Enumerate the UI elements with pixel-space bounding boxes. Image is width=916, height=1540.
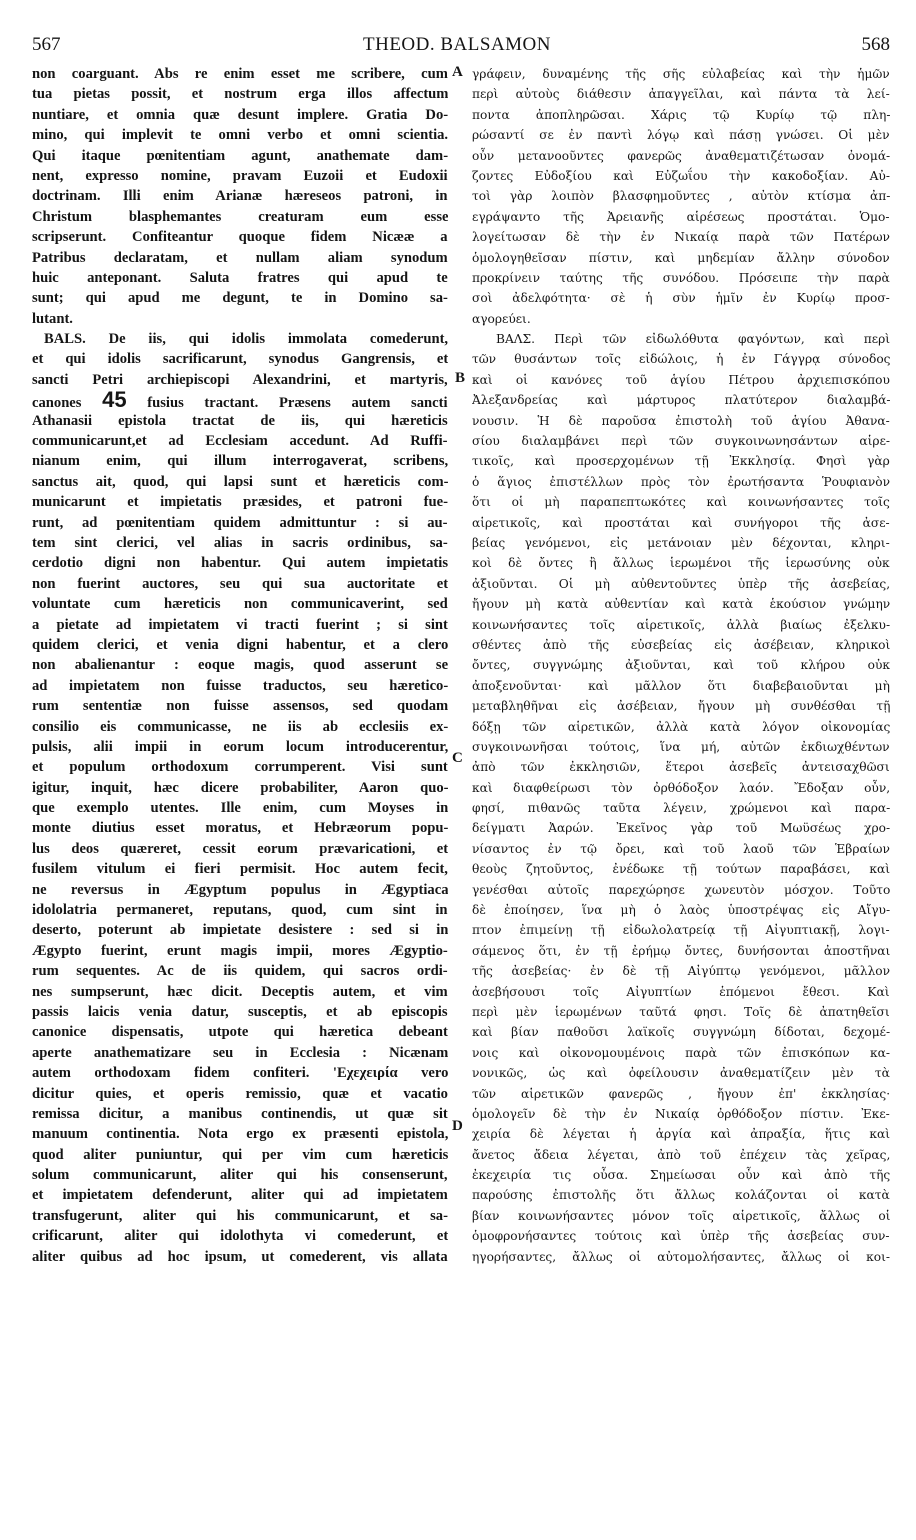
latin-text-line: ne reversus in Ægyptum populus in Ægyptiaca <box>32 881 448 898</box>
greek-text-line: βίαν κοινωνήσαντες μόνον τοῖς αἱρετικοῖς, ἄλλως οἱ <box>472 1208 890 1223</box>
latin-text-line: non coarguant. Abs re enim esset me scribere, cum <box>32 66 448 82</box>
latin-text-line: Qui itaque pœnitentiam agunt, anathemate dam- <box>32 147 448 164</box>
latin-text-line: fusilem vitulum ei fieri permisit. Hoc autem fecit, <box>32 861 448 878</box>
greek-text-line: σάμενος ὅτι, ἐν τῇ ἐρήμῳ ὄντες, δυνήσονται ἀποστῆναι <box>472 943 890 958</box>
greek-text-line: ὁ ἅγιος ἐπιστέλλων πρὸς τὸν ἐρωτήσαντα Ῥουφιανὸν <box>472 474 890 489</box>
latin-text-line: Patribus declaratam, et nullam aliam synodum <box>32 249 448 266</box>
latin-text-line: monte diutius esset moratus, et Hebræorum popu- <box>32 820 448 837</box>
latin-text-line: nent, expresso nomine, pravam Euzoii et Eudoxii <box>32 167 448 184</box>
latin-text-line: igitur, inquit, hæc dicere probabiliter, Aaron quo- <box>32 779 448 796</box>
greek-text-line: ὁμολογηθεῖσαν πίστιν, καὶ μηδεμίαν ἄλλην σύνοδον <box>472 250 890 265</box>
latin-text-line: sanctus ait, quod, qui lapsi sunt et hæreticis com- <box>32 473 448 490</box>
greek-text-line: νονικῶς, ὡς καὶ ὀφείλουσιν ἀναθεματίζειν μὲν τὰ <box>472 1066 890 1081</box>
greek-text-line: ηγορήσαντες, ἄλλως οἱ αὐτομολήσαντες, ἄλλως οἱ κοι- <box>472 1249 890 1264</box>
latin-text-line: BALS. De iis, qui idolis immolata comederunt, <box>44 331 449 348</box>
latin-text-line: sancti Petri archiepiscopi Alexandrini, et martyris, <box>32 371 448 388</box>
latin-text-line: pulsis, alii impii in eorum locum introducerentur, <box>32 738 448 755</box>
greek-text-line: δὲ ἐποίησεν, ἵνα μὴ ὁ λαὸς ὑποστρέψας εἰς Αἴγυ- <box>472 903 890 918</box>
greek-text-line: ρώσαντί σε ἐν παντὶ λόγῳ καὶ πάσῃ γνώσει. Οἱ μὲν <box>472 128 890 143</box>
latin-text-line: manuum continentia. Nota ergo ex præsenti epistola, <box>32 1126 448 1143</box>
greek-text-line: χειρία δὲ λέγεται ἡ ἀργία καὶ ἀπραξία, ἥτις καὶ <box>472 1127 890 1142</box>
latin-text-line: aliter quibus ad hoc ipsum, ut comederent, vis allata <box>32 1248 448 1265</box>
latin-text-line: crificarunt, aliter qui idolothyta vi comederunt, et <box>32 1228 448 1245</box>
latin-text-line: lus deos quæreret, cessit eorum prævaricationi, et <box>32 840 448 857</box>
canon-number: 45 <box>102 390 127 411</box>
greek-text-line: ὄντες, συγγνώμης ἀξιοῦνται, καὶ τοῦ κλήρου οὐκ <box>472 658 890 673</box>
margin-marker-c: C <box>452 750 463 766</box>
greek-text-line: μεταβληθῆναι εἰς ἀσέβειαν, ἤγουν μὴ συνθέσθαι τῇ <box>472 699 890 714</box>
latin-text-line: nes sumpserunt, hæc dicit. Deceptis autem, et vim <box>32 983 448 1000</box>
greek-text-line: περὶ αὐτοὺς διάθεσιν ἀπαγγεῖλαι, καὶ πάντα τὰ λεί- <box>472 87 890 102</box>
greek-text-line: προκρίνειν ταύτης τῆς συνόδου. Πρόσειπε τὴν παρὰ <box>472 270 890 285</box>
greek-text-line: καὶ διαφθείρωσι τὸν ὀρθόδοξον λαόν. Ἔδοξαν οὖν, <box>472 780 890 795</box>
margin-marker-d: D <box>452 1118 463 1134</box>
greek-text-line: γράφειν, δυναμένης τῆς σῆς εὐλαβείας καὶ τὴν ἡμῶν <box>472 67 890 81</box>
page-number-left: 567 <box>32 34 61 55</box>
greek-text-line: νίσαντος ἐν τῷ ὄρει, καὶ τοῦ λαοῦ τῶν Ἑβραίων <box>472 841 890 856</box>
greek-text-line: συγκοινωνῆσαι τούτοις, ἵνα μή, αὐτῶν ἐκδιωχθέντων <box>472 739 890 754</box>
greek-text-line: βείας γενόμενοι, εἰς μετάνοιαν μὲν δέχονται, κληρι- <box>472 535 890 550</box>
latin-text-line: et impietatem defenderunt, aliter qui ad impietatem <box>32 1187 448 1204</box>
greek-text-line: καὶ βίαν παθοῦσι λαϊκοῖς συγγνώμη δίδοται, δεχομέ- <box>472 1025 890 1040</box>
latin-text-line: idololatria permaneret, reputans, quod, cum sint in <box>32 902 448 919</box>
greek-text-line: ἀπὸ τῶν ἐκκλησιῶν, ἕτεροι ἀσεβεῖς ἀντεισαχθῶσι <box>472 760 890 775</box>
latin-text-line: Christum blasphemantes creaturam eum esse <box>32 208 448 225</box>
latin-text-line: nuntiare, et omnia quæ desunt implere. Gratia Do- <box>32 106 448 123</box>
greek-text-line: περὶ μὲν ἱερωμένων ταῦτά φησι. Τοῖς δὲ ἀπατηθεῖσι <box>472 1004 890 1019</box>
greek-text-line: κοινωνήσαντες τοῖς αἱρετικοῖς, ἀλλὰ βιαίως ἐξελκυ- <box>472 617 890 632</box>
latin-text-line: ad impietatem non fuisse traductos, seu hæretico- <box>32 677 448 694</box>
latin-text-line: consilio eis communicasse, ne iis ab ecclesiis ex- <box>32 718 448 735</box>
greek-text-line: ὁμολογεῖν δὲ τὴν ἐν Νικαίᾳ ὀρθόδοξον πίστιν. Ἐκε- <box>472 1106 890 1121</box>
greek-text-line: δείγματι Ἀαρών. Ἐκεῖνος γὰρ τοῦ Μωϋσέως χρο- <box>472 821 890 836</box>
latin-text-line: tem sint clerici, vel alias in sacris ordinibus, sa- <box>32 534 448 551</box>
latin-text-line: deserto, poterunt ab impietate desistere : sed si in <box>32 922 448 939</box>
latin-column <box>32 64 448 1267</box>
latin-text-line: lutant. <box>32 310 73 327</box>
margin-marker-a: A <box>452 64 463 80</box>
greek-text-line: ὁμοφρονήσαντες τούτοις καὶ ὑπὲρ τῆς ἀσεβείας συν- <box>472 1229 890 1244</box>
latin-text-fragment: fusius tractant. Præsens autem sancti <box>126 395 448 411</box>
greek-text-line: καὶ οἱ κανόνες τοῦ ἁγίου Πέτρου ἀρχιεπισκόπου <box>472 372 890 387</box>
greek-text-line: φησί, πιθανῶς ταῦτα λέγειν, χρώμενοι καὶ παρα- <box>472 801 890 816</box>
greek-text-line: τοὶ γὰρ λοιπὸν βλασφημοῦντες , αὐτὸν κτίσμα ἀπ- <box>472 189 890 204</box>
greek-text-line: αἱρετικοῖς, καὶ προστάται καὶ συνήγοροι τῆς ἀσε- <box>472 515 890 530</box>
greek-text-line: τῆς ἀσεβείας· ἐν δὲ τῇ Αἰγύπτῳ γενόμενοι, μᾶλλον <box>472 964 890 979</box>
latin-text-line: aperte anathematizare seu in Ecclesia : Nicænam <box>32 1044 448 1061</box>
latin-text-line: doctrinam. Illi enim Arianæ hæreseos patroni, in <box>32 188 448 205</box>
latin-text-line: et populum orthodoxum corrumperent. Visi sunt <box>32 759 448 776</box>
latin-text-line: canonice dispensatis, utpote qui hæretica debeant <box>32 1024 448 1041</box>
latin-text-line: solum communicarunt, aliter qui his consenserunt, <box>32 1167 448 1184</box>
latin-text-line: runt, ad pœnitentiam quidem admittuntur : si au- <box>32 514 448 531</box>
greek-text-line: νουσιν. Ἡ δὲ παροῦσα ἐπιστολὴ τοῦ ἁγίου Ἀθανα- <box>472 413 890 428</box>
page-number-right: 568 <box>861 34 890 55</box>
greek-text-line: ἐκεχειρία τις οὖσα. Σημείωσαι οὖν καὶ ἀπὸ τῆς <box>472 1168 890 1183</box>
latin-text-line: huic anteponant. Saluta fratres qui apud te <box>32 269 448 286</box>
latin-text-line: rum sententiæ non fuisse assensos, sed quodam <box>32 698 448 715</box>
greek-text-line: λογείτωσαν δὲ τὴν ἐν Νικαίᾳ παρὰ τῶν Πατέρων <box>472 230 890 245</box>
greek-text-line: ποντα ἀποπληρῶσαι. Χάρις τῷ Κυρίῳ τῷ πλη- <box>472 107 890 122</box>
latin-text-line: passis laicis venia datur, susceptis, et ab episcopis <box>32 1003 448 1020</box>
latin-text-line: municarunt et impietatis præsides, et patroni fue- <box>32 494 448 511</box>
latin-text-line: quidem clerici, et venia digni habentur, et a clero <box>32 636 448 653</box>
latin-text-line: scripserunt. Confiteantur quoque fidem Nicææ a <box>32 229 448 246</box>
greek-text-line: ἀποξενοῦνται· καὶ μᾶλλον ὅτι διαβεβαιοῦνται μὴ <box>472 678 890 693</box>
latin-text-line: sunt; qui apud me degunt, te in Domino sa- <box>32 290 448 307</box>
latin-text-line: non fuerint auctores, seu qui sua auctoritate et <box>32 575 448 592</box>
greek-text-line: ὅτι οἱ μὴ παραπεπτωκότες καὶ κοινωνήσαντες τοῖς <box>472 495 890 510</box>
greek-text-line: ἄνετος ἄδεια λέγεται, ἀπὸ τοῦ ἐπέχειν τὰς χεῖρας, <box>472 1147 890 1162</box>
greek-text-line: τικοῖς, καὶ προσερχομένων τῇ Ἐκκλησίᾳ. Φησὶ γὰρ <box>472 454 890 469</box>
latin-text-line: remissa dicitur, a manibus continendis, ut quæ sit <box>32 1105 448 1122</box>
page-header <box>24 32 890 60</box>
latin-text-line: quod aliter puniuntur, qui per vim cum hæreticis <box>32 1146 448 1163</box>
latin-text-line: canones 45 fusius tractant. Præsens autem sancti <box>32 390 448 410</box>
latin-text-line: cerdotio digni non habentur. Qui autem impietatis <box>32 555 448 572</box>
latin-text-line: nianum enim, qui illum interrogaverat, scribens, <box>32 453 448 470</box>
greek-text-line: τῶν θυσάντων τοῖς εἰδώλοις, ἡ ἐν Γάγγρᾳ σύνοδος <box>472 352 890 367</box>
greek-text-line: κοὶ δὲ ὄντες ἢ ἄλλως ἱερωμένοι τῆς ἱερωσύνης οὐκ <box>472 556 890 571</box>
latin-text-line: non abalienantur : eoque magis, quod asserunt se <box>32 657 448 674</box>
greek-text-line: οὖν μετανοοῦντες φανερῶς ἀναθεματιζέτωσαν ὀνομά- <box>472 148 890 163</box>
greek-text-line: σθέντες ἀπὸ τῆς εὐσεβείας εἰς ἀσέβειαν, κληρικοὶ <box>472 637 890 652</box>
latin-text-line: mino, qui implevit te omni verbo et omni scientia. <box>32 127 448 144</box>
latin-text-line: a pietate ad impietatem vi tracti fuerint ; si sint <box>32 616 448 633</box>
latin-text-line: tua pietas possit, et nostrum erga illos affectum <box>32 86 448 103</box>
latin-text-line: dicitur quies, et operis remissio, quæ et vacatio <box>32 1085 448 1102</box>
latin-text-line: autem orthodoxam fidem confiteri. 'Εχεχειρία vero <box>32 1065 448 1082</box>
greek-text-line: ΒΑΛΣ. Περὶ τῶν εἰδωλόθυτα φαγόντων, καὶ περὶ <box>496 332 891 347</box>
greek-text-line: νοις καὶ οἰκονομουμένοις παρὰ τῶν ἐπισκόπων κα- <box>472 1045 890 1060</box>
greek-text-line: Ἀλεξανδρείας καὶ μάρτυρος πλατύτερον διαλαμβά- <box>472 393 890 408</box>
greek-text-line: δόξῃ τῶν αἱρετικῶν, ἀλλὰ κατὰ λόγον οἰκονομίας <box>472 719 890 734</box>
latin-text-line: communicarunt,et ad Ecclesiam accedunt. Ad Ruffi- <box>32 433 448 450</box>
greek-text-line: ζοντες Εὐδοξίου καὶ Εὐζωΐου τὴν κακοδοξίαν. Αὐ- <box>472 168 890 183</box>
greek-text-line: τῶν αἱρετικῶν φανερῶς , ἤγουν ἐπ' ἐκκλησίας· <box>472 1086 890 1101</box>
latin-text-line: transfugerunt, aliter qui his communicarunt, et sa- <box>32 1207 448 1224</box>
latin-text-line: Ægypto fuerint, erunt magis impii, mores Ægyptio- <box>32 942 448 959</box>
running-title: THEOD. BALSAMON <box>363 34 551 55</box>
latin-text-line: voluntate cum hæreticis non communicaverint, sed <box>32 596 448 613</box>
greek-text-line: αγορεύει. <box>472 311 531 326</box>
greek-text-line: ἀσεβήσουσι τοῖς Αἰγυπτίων ἑπόμενοι ἔθεσι. Καὶ <box>472 984 890 999</box>
margin-marker-b: B <box>455 370 466 386</box>
greek-text-line: σίου διαλαμβάνει περὶ τῶν συγκοινωνησάντων αἱρε- <box>472 434 890 449</box>
greek-text-line: ἀξιοῦνται. Οἱ μὴ αὐθεντοῦντες ὑπὲρ τῆς ἀσεβείας, <box>472 576 890 591</box>
greek-text-line: εγράψαντο τῆς Ἀρειανῆς αἱρέσεως προστάται. Ὁμο- <box>472 209 890 224</box>
latin-text-line: que exemplo utentes. Ille enim, cum Moyses in <box>32 800 448 817</box>
greek-text-line: πτον ἐπιμείνῃ τῇ εἰδωλολατρείᾳ τῇ Αἰγυπτιακῇ, λογι- <box>472 923 890 938</box>
greek-text-line: γενέσθαι αὐτοῖς παρεχώρησε χωνευτὸν μόσχον. Τοῦτο <box>472 882 890 897</box>
greek-text-line: παρούσης ἐπιστολῆς ὅτι ἄλλως κολάζονται οἱ κατὰ <box>472 1188 890 1203</box>
latin-text-line: Athanasii epistola tractat de iis, qui hæreticis <box>32 412 448 429</box>
greek-text-line: ἤγουν μὴ κατὰ αὐθεντίαν καὶ κατὰ ἑκούσιον γνώμην <box>472 597 890 612</box>
greek-column <box>472 64 890 1267</box>
latin-text-line: et qui idolis sacrificarunt, synodus Gangrensis, et <box>32 351 448 368</box>
latin-text-line: rum sequentes. Ac de iis quidem, qui sacros ordi- <box>32 963 448 980</box>
greek-text-line: σοὶ ἀδελφότητα· σὲ ἡ σὺν ἡμῖν ἐν Κυρίῳ προσ- <box>472 291 890 306</box>
greek-text-line: θεοὺς ζητοῦντος, ἐνέδωκε τῇ τούτων παραβάσει, καὶ <box>472 862 890 877</box>
